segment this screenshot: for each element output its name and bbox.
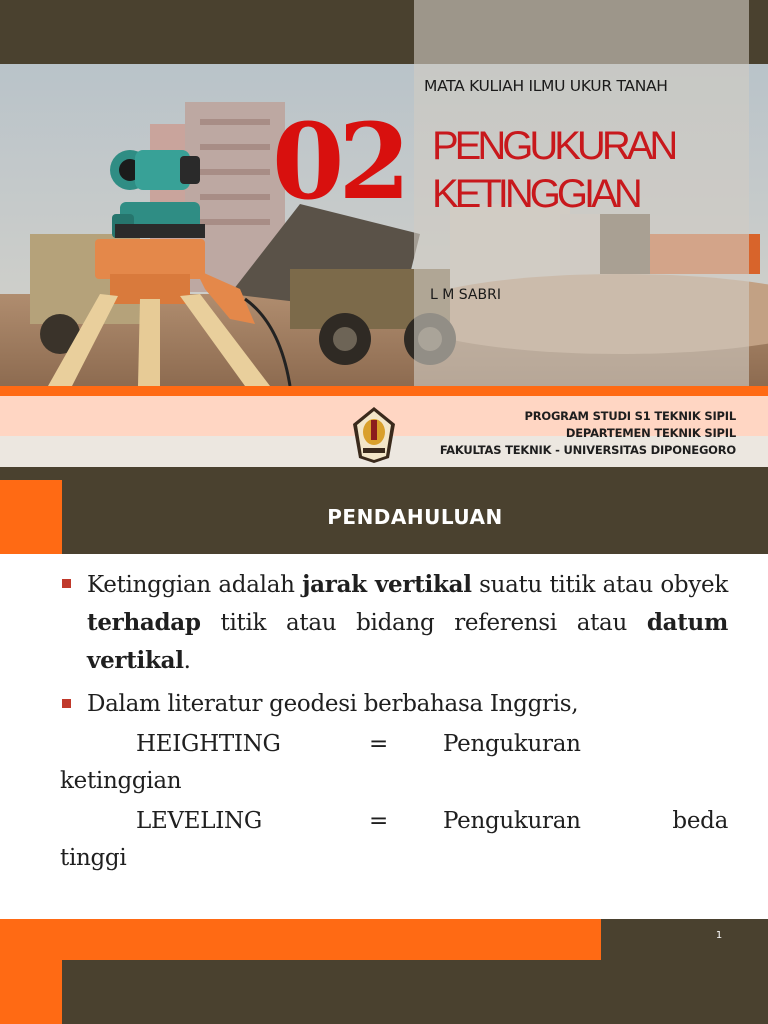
bullet1-bold-1: jarak vertikal: [302, 571, 472, 598]
definition-meaning-word-2: beda: [672, 808, 728, 834]
definition-meaning: [443, 803, 728, 840]
slide2-heading: PENDAHULUAN: [327, 505, 503, 529]
bullet1-bold-2: terhadap: [87, 609, 201, 636]
institution-line-2: DEPARTEMEN TEKNIK SIPIL: [565, 426, 736, 440]
definition-meaning-word-1: Pengukuran: [443, 731, 581, 757]
bullet-square-icon: [62, 579, 71, 588]
definition-row-2: [60, 803, 728, 840]
bullet-square-icon: [62, 699, 71, 708]
definition-term: HEIGHTING: [136, 731, 281, 757]
bullet-item-1: [60, 566, 728, 680]
slide-title-line-2: KETINGGIAN: [432, 172, 639, 216]
university-emblem-icon: [351, 406, 397, 464]
definition-row-1: [60, 726, 728, 763]
bullet1-text-1: Ketinggian adalah: [87, 572, 303, 598]
bottom-accent: [0, 960, 62, 1024]
bullet-item-2: [60, 686, 728, 723]
slide2-header-accent: [0, 480, 62, 554]
footer-orange-bar: [0, 919, 601, 960]
definition-equals: =: [369, 808, 388, 834]
definition-row-2-wrap: tinggi: [60, 845, 127, 871]
bullet2-text: Dalam literatur geodesi berbahasa Inggris,: [87, 691, 579, 717]
footer-dark-bar: [601, 919, 768, 960]
bullet1-text-3: titik atau bidang referensi atau: [200, 610, 647, 636]
definition-meaning: [443, 726, 728, 763]
bottom-dark-bar: [62, 960, 768, 1024]
orange-divider: [0, 386, 768, 396]
chapter-number: 02: [272, 100, 405, 223]
slide2-content: [60, 566, 728, 877]
slide-title: [432, 122, 674, 218]
institution-line-1: PROGRAM STUDI S1 TEKNIK SIPIL: [524, 409, 736, 423]
institution-line-3: FAKULTAS TEKNIK - UNIVERSITAS DIPONEGORO: [439, 443, 736, 457]
slide-title-line-1: PENGUKURAN: [432, 124, 675, 168]
institution-block: [414, 408, 736, 459]
footer-spacer: [0, 897, 768, 919]
author-name: L M SABRI: [430, 287, 501, 303]
course-name: MATA KULIAH ILMU UKUR TANAH: [424, 77, 668, 95]
bullet1-text-2: suatu titik atau obyek: [471, 572, 728, 598]
definition-term: LEVELING: [136, 808, 262, 834]
page-number: 1: [715, 930, 723, 941]
definition-equals: =: [369, 731, 388, 757]
definition-row-1-wrap: ketinggian: [60, 768, 182, 794]
bullet1-bold-3: datum vertikal: [87, 609, 728, 674]
bullet1-text-4: .: [183, 648, 191, 674]
definition-meaning-word-1: Pengukuran: [443, 808, 581, 834]
